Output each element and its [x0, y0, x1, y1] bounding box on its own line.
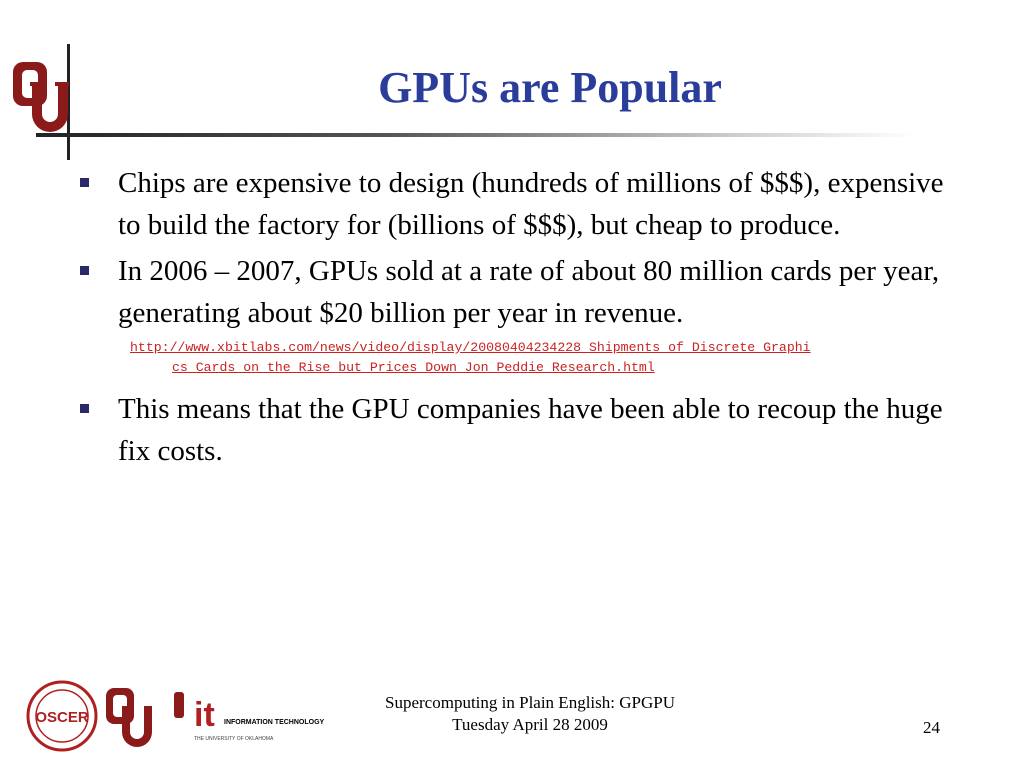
it-logo-icon [174, 692, 325, 742]
bullet-text: Chips are expensive to design (hundreds of millions of $$$), expensive to build the factory for (billions of $$$), but cheap to produce. [118, 167, 944, 241]
it-logo-text: INFORMATION TECHNOLOGY [224, 719, 325, 726]
bullet-square-icon [80, 178, 89, 187]
title-horizontal-rule [36, 133, 916, 137]
footer-line-2: Tuesday April 28 2009 [452, 715, 608, 734]
oscer-logo-text: OSCER [35, 709, 89, 726]
oscer-seal-icon [28, 682, 96, 750]
footer-line-1: Supercomputing in Plain English: GPGPU [385, 693, 675, 712]
bullet-item [80, 388, 960, 472]
it-logo-subtext: THE UNIVERSITY OF OKLAHOMA [194, 736, 274, 742]
bullet-text: In 2006 – 2007, GPUs sold at a rate of about 80 million cards per year, generating about $20 billion per year in revenue. [118, 255, 940, 329]
footer-caption [330, 692, 730, 736]
svg-text:it: it [194, 696, 215, 734]
ou-logo-icon [10, 56, 68, 134]
bullet-square-icon [80, 266, 89, 275]
bullet-text: This means that the GPU companies have been able to recoup the huge fix costs. [118, 393, 943, 467]
source-link[interactable] [80, 338, 950, 378]
bullet-square-icon [80, 404, 89, 413]
page-number: 24 [923, 718, 940, 737]
slide-title: GPUs are Popular [378, 63, 722, 112]
footer-logos [24, 680, 325, 752]
bullet-item [80, 162, 960, 246]
ou-footer-logo-icon [106, 688, 152, 747]
source-link-line-1[interactable]: http://www.xbitlabs.com/news/video/display/20080404234228_Shipments_of_Discrete_Graphi [130, 340, 811, 355]
slide-content [80, 162, 960, 476]
bullet-item [80, 250, 960, 334]
source-link-line-2[interactable]: cs_Cards_on_the_Rise_but_Prices_Down_Jon_Peddie_Research.html [172, 360, 655, 375]
